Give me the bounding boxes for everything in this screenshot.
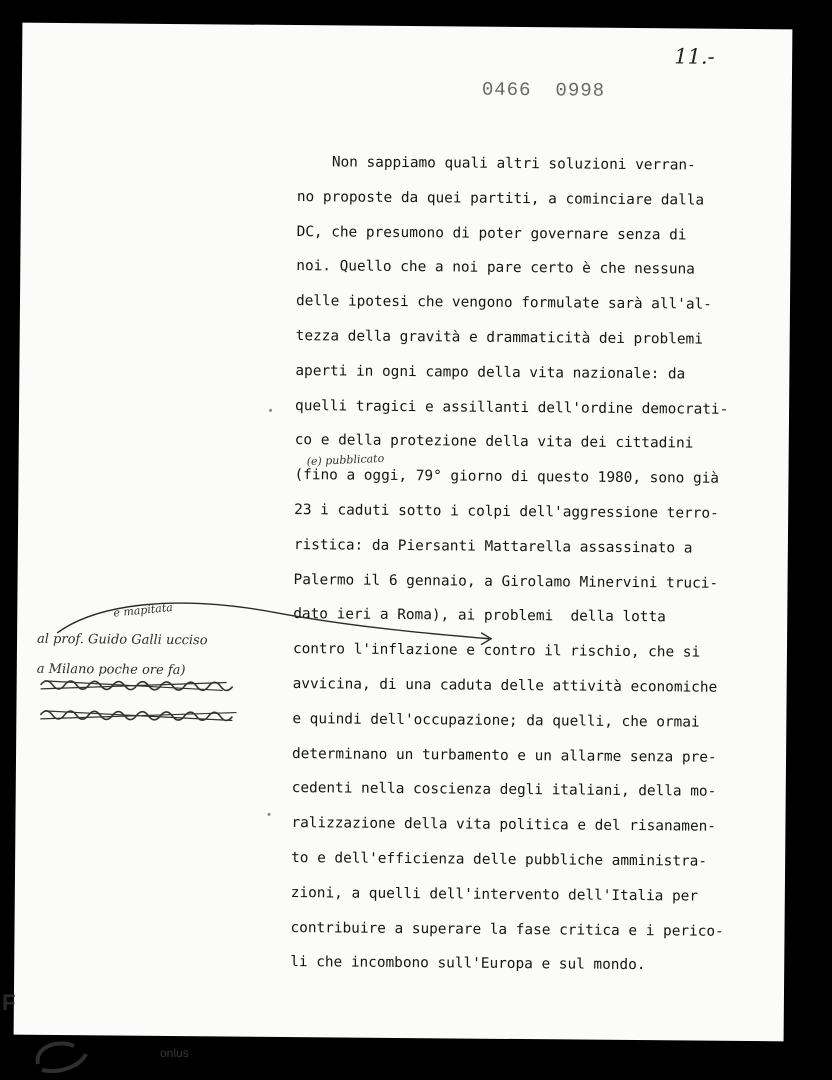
text-line: quelli tragici e assillanti dell'ordine democrati- <box>295 397 729 418</box>
margin-note-line: a Milano poche ore fa) <box>36 661 186 679</box>
text-line: 23 i caduti sotto i colpi dell'aggressione terro- <box>294 502 719 522</box>
paper-speck <box>268 813 271 816</box>
text-line: e quindi dell'occupazione; da quelli, che ormai <box>292 710 700 731</box>
text-line: determinano un turbamento e un allarme senza pre- <box>291 745 717 766</box>
text-line: no proposte da quei partiti, a cominciare dalla <box>296 188 705 209</box>
text-line: contro l'inflazione e contro il rischio, che si <box>292 641 701 661</box>
handwritten-page-number: 11.- <box>674 44 715 69</box>
handwritten-insertion: (e) pubblicato <box>306 451 385 469</box>
text-line: to e dell'efficienza delle pubbliche amministra- <box>291 849 708 870</box>
margin-note-heading: e mapitata <box>112 600 174 620</box>
text-line: contribuire a superare la fase critica e i perico- <box>290 919 724 940</box>
crossed-out-handwriting <box>36 675 257 737</box>
text-line: delle ipotesi che vengono formulate sarà all'al- <box>295 293 712 313</box>
text-line: avvicina, di una caduta delle attività economiche <box>292 675 718 696</box>
text-line: aperti in ogni campo della vita nazionale: da <box>295 362 686 383</box>
margin-note-line: al prof. Guido Galli ucciso <box>36 631 208 649</box>
text-line: ristica: da Piersanti Mattarella assassinato a <box>293 536 693 557</box>
text-line: cedenti nella coscienza degli italiani, della mo- <box>291 780 717 801</box>
typed-body-text <box>290 145 787 984</box>
watermark-logo-icon <box>30 1034 92 1074</box>
text-line: noi. Quello che a noi pare certo è che nessuna <box>296 258 695 278</box>
text-line: Non sappiamo quali altri soluzioni verran- <box>297 154 696 174</box>
document-code-part: 0998 <box>555 79 606 102</box>
document-code <box>482 79 605 102</box>
text-line: zioni, a quelli dell'intervento dell'Italia per <box>290 884 699 905</box>
text-line: DC, che presumono di poter governare senza di <box>296 223 687 244</box>
paper-speck <box>269 409 272 412</box>
watermark-text: onlus <box>160 1046 189 1060</box>
text-line: li che incombono sull'Europa e sul mondo. <box>290 954 646 974</box>
text-line: co e della protezione della vita dei cittadini <box>294 432 694 452</box>
text-line: (fino a oggi, 79° giorno di questo 1980, sono già <box>294 467 720 487</box>
text-line: ralizzazione della vita politica e del risanamen- <box>291 815 717 835</box>
document-code-part: 0466 <box>481 78 532 102</box>
text-line: Palermo il 6 gennaio, a Girolamo Minervini truci- <box>293 571 719 592</box>
watermark-fragment: F <box>2 990 16 1015</box>
text-line: tezza della gravità e drammaticità dei problemi <box>295 328 703 348</box>
document-page <box>14 23 793 1042</box>
text-line: dato ieri a Roma), ai problemi della lotta <box>293 606 666 626</box>
